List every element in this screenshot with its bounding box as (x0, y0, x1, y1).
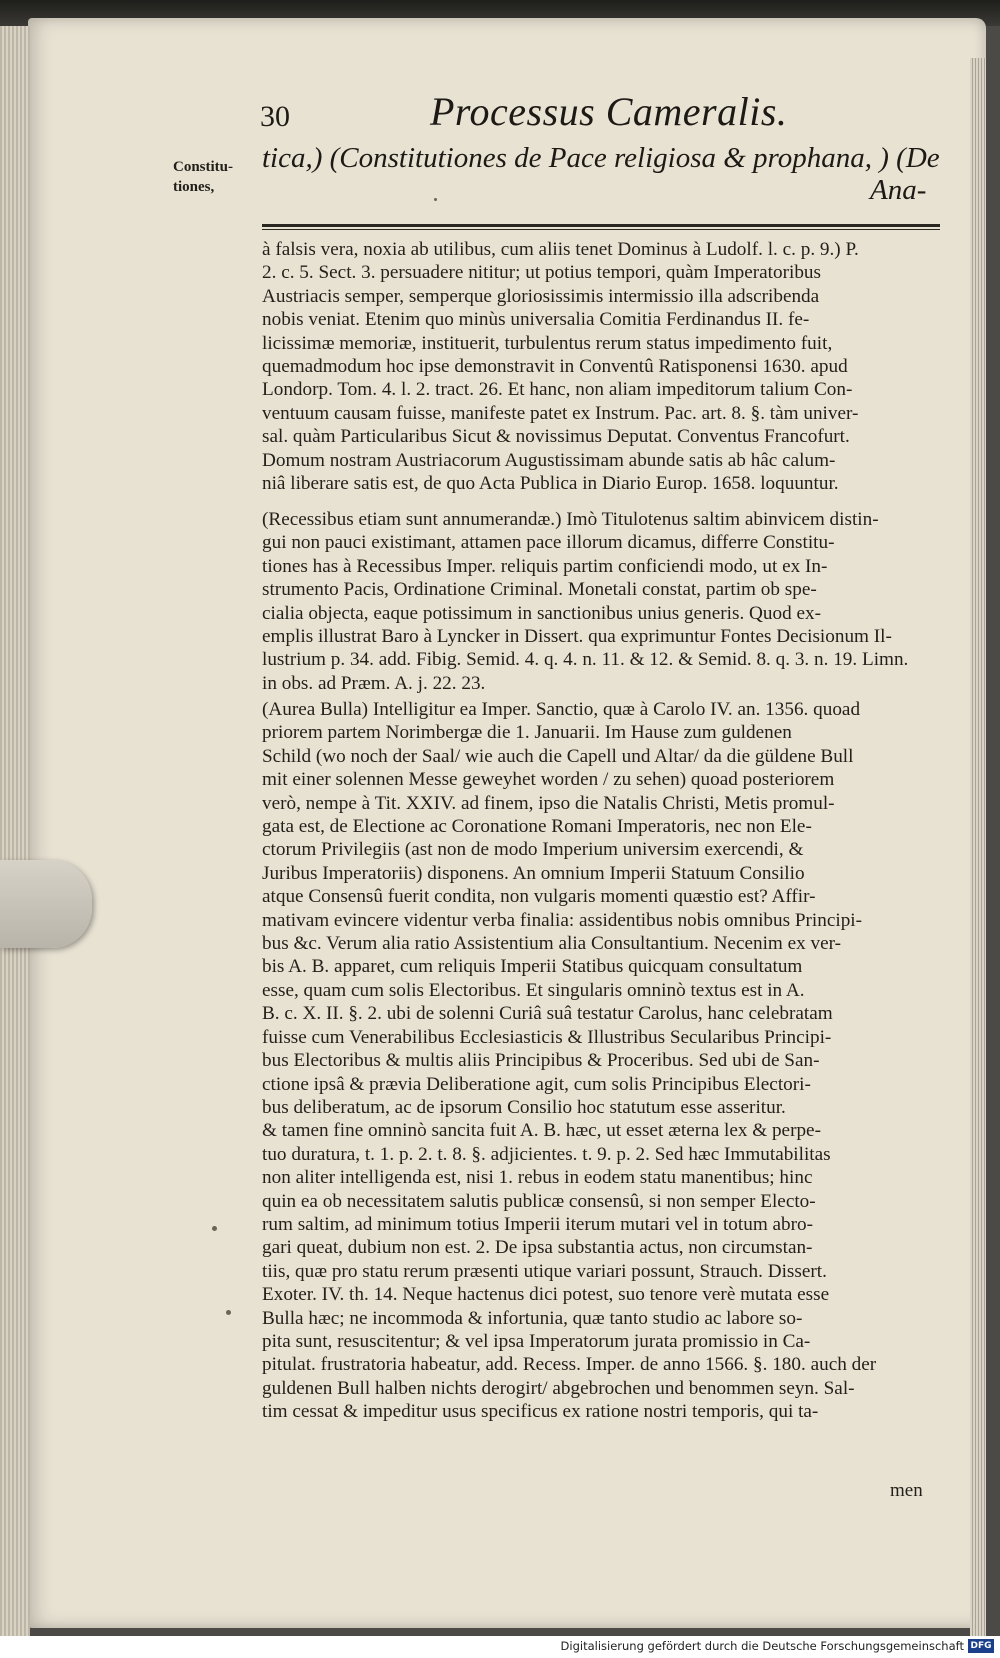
text-line: priorem partem Norimbergæ die 1. Januarii. Im Hause zum guldenen (262, 722, 792, 744)
text-line: Domum nostram Austriacorum Augustissimam abunde satis ab hâc calum- (262, 449, 836, 471)
text-line: atque Consensû fuerit condita, non vulgaris momenti quæstio est? Affir- (262, 886, 816, 908)
text-line: & tamen fine omninò sancita fuit A. B. hæc, ut esset æterna lex & perpe- (262, 1120, 821, 1142)
margin-note (173, 157, 253, 197)
heading-catchword: Ana- (870, 174, 927, 206)
text-line: Bulla hæc; ne incommoda & infortunia, quæ tanto studio ac labore so- (262, 1307, 803, 1329)
text-line: quin ea ob necessitatem salutis publicæ consensû, si non semper Electo- (262, 1190, 816, 1212)
text-line: strumento Pacis, Ordinatione Criminal. Monetali constat, partim ob spe- (262, 579, 817, 601)
text-line: quemadmodum hoc ipse demonstravit in Conventû Ratisponensi 1630. apud (262, 356, 848, 378)
margin-note-line: tiones, (173, 179, 215, 195)
text-line: gui non pauci existimant, attamen pace illorum dicamus, differre Constitu- (262, 532, 835, 554)
paragraph-2 (262, 508, 942, 695)
text-line: licissimæ memoriæ, instituerit, turbulentus rerum status impedimento fuit, (262, 332, 833, 354)
text-line: bus deliberatum, ac de ipsorum Consilio hoc statutum esse asseritur. (262, 1096, 786, 1118)
text-line: non aliter intelligenda est, nisi 1. rebus in eodem statu manentibus; hinc (262, 1167, 813, 1189)
ink-speck (212, 1226, 217, 1231)
text-line: B. c. X. II. §. 2. ubi de solenni Curiâ suâ testatur Carolus, hanc celebratam (262, 1003, 833, 1025)
text-line: in obs. ad Præm. A. j. 22. 23. (262, 672, 486, 694)
text-line: emplis illustrat Baro à Lyncker in Dissert. qua exprimuntur Fontes Decisionum Il- (262, 626, 892, 648)
text-line: mit einer solennen Messe geweyhet worden / zu sehen) quoad posteriorem (262, 769, 835, 791)
text-line: ctione ipsâ & prævia Deliberatione agit, cum solis Principibus Electori- (262, 1073, 811, 1095)
ink-speck (434, 198, 437, 201)
text-line: 2. c. 5. Sect. 3. persuadere nititur; ut potius tempori, quàm Imperatoribus (262, 262, 821, 284)
text-line: (Recessibus etiam sunt annumerandæ.) Imò Titulotenus saltim abinvicem distin- (262, 509, 879, 530)
text-line: Austriacis semper, semperque gloriosissimis intermissio illa adscribenda (262, 285, 820, 307)
text-line: Exoter. IV. th. 14. Neque hactenus dici potest, suo tenore verè mutata esse (262, 1284, 830, 1306)
text-line: bis A. B. apparet, cum reliquis Imperii Statibus quicquam consultatum (262, 956, 803, 978)
text-line: guldenen Bull halben nichts derogirt/ abgebrochen und benommen seyn. Sal- (262, 1377, 855, 1399)
running-title: Processus Cameralis. (430, 89, 788, 134)
page-number: 30 (260, 100, 290, 133)
text-line: fuisse cum Venerabilibus Ecclesiasticis & Illustribus Secularibus Principi- (262, 1026, 832, 1048)
page-edges-right (970, 58, 986, 1648)
paragraph-1 (262, 238, 942, 495)
text-line: rum saltim, ad minimum totius Imperii iterum mutari vel in totum abro- (262, 1213, 814, 1235)
text-line: niâ liberare satis est, de quo Acta Publica in Diario Europ. 1658. loquuntur. (262, 473, 839, 495)
text-line: pitulat. frustratoria habeatur, add. Recess. Imper. de anno 1566. §. 180. auch der (262, 1354, 877, 1376)
catchword: men (890, 1480, 923, 1501)
text-line: verò, nempe à Tit. XXIV. ad finem, ipso die Natalis Christi, Metis promul- (262, 792, 835, 814)
section-heading: tica,) (Constitutiones de Pace religiosa & prophana, ) (De (262, 142, 940, 174)
text-line: bus &c. Verum alia ratio Assistentium alia Consultantium. Necenim ex ver- (262, 933, 842, 955)
paragraph-3 (262, 698, 942, 1424)
text-line: esse, quam cum solis Electoribus. Et singularis omninò textus est in A. (262, 979, 805, 1001)
text-line: nobis veniat. Etenim quo minùs universalia Comitia Ferdinandus II. fe- (262, 309, 810, 331)
text-line: Juribus Imperatoriis) disponens. An omnium Imperii Statuum Consilio (262, 862, 805, 884)
header-rule (262, 224, 940, 227)
text-line: mativam evincere videntur verba finalia: assidentibus nobis omnibus Principi- (262, 909, 863, 931)
text-line: lustrium p. 34. add. Fibig. Semid. 4. q. 4. n. 11. & 12. & Semid. 8. q. 3. n. 19. Limn. (262, 649, 909, 671)
page-header (260, 88, 950, 148)
page-edges-left (0, 26, 30, 1636)
header-rule-thin (262, 229, 940, 230)
book-clip (0, 860, 92, 948)
text-line: sal. quàm Particularibus Sicut & novissimus Deputat. Conventus Francofurt. (262, 426, 850, 448)
text-line: (Aurea Bulla) Intelligitur ea Imper. Sanctio, quæ à Carolo IV. an. 1356. quoad (262, 699, 861, 720)
dfg-logo: DFG (968, 1639, 994, 1653)
text-line: tiones has à Recessibus Imper. reliquis partim conficiendi modo, ut ex In- (262, 555, 828, 577)
text-line: tuo duratura, t. 1. p. 2. t. 8. §. adjicientes. t. 9. p. 2. Sed hæc Immutabilitas (262, 1143, 831, 1165)
text-line: gata est, de Electione ac Coronatione Romani Imperatoris, nec non Ele- (262, 816, 812, 838)
text-line: cialia objecta, eaque potissimum in sanctionibus unius generis. Quod ex- (262, 602, 821, 624)
text-line: ctorum Privilegiis (ast non de modo Imperium universim exercendi, & (262, 839, 804, 861)
text-line: pita sunt, resuscitentur; & vel ipsa Imperatorum jurata promissio in Ca- (262, 1330, 811, 1352)
text-line: gari queat, dubium non est. 2. De ipsa substantia actus, non circumstan- (262, 1237, 813, 1259)
text-line: tiis, quæ pro statu rerum præsenti utique variari possunt, Strauch. Dissert. (262, 1260, 827, 1282)
text-line: Schild (wo noch der Saal/ wie auch die Capell und Altar/ da die güldene Bull (262, 745, 854, 767)
text-line: Londorp. Tom. 4. l. 2. tract. 26. Et hanc, non aliam impeditorum talium Con- (262, 379, 853, 401)
text-line: bus Electoribus & multis aliis Principibus & Proceribus. Sed ubi de San- (262, 1050, 820, 1072)
text-line: à falsis vera, noxia ab utilibus, cum aliis tenet Dominus à Ludolf. l. c. p. 9.) P. (262, 239, 859, 260)
footer-credit: Digitalisierung gefördert durch die Deutsche Forschungsgemeinschaft (560, 1639, 964, 1653)
text-line: ventuum causam fuisse, manifeste patet ex Instrum. Pac. art. 8. §. tàm univer- (262, 402, 859, 424)
margin-note-line: Constitu- (173, 159, 234, 175)
ink-speck (226, 1310, 231, 1315)
text-line: tim cessat & impeditur usus specificus ex ratione nostri temporis, qui ta- (262, 1401, 819, 1423)
